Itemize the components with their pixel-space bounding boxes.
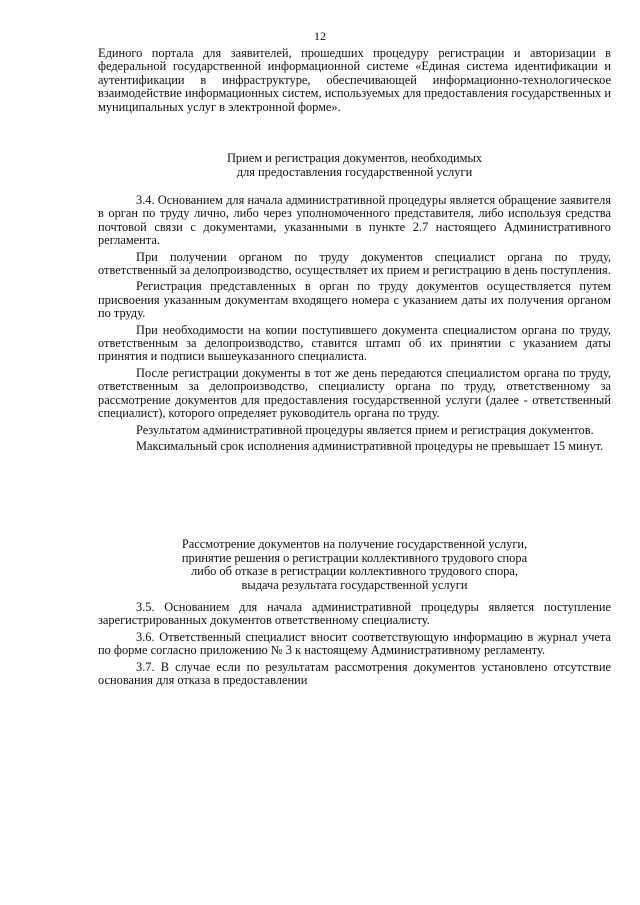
section-heading-reception (98, 152, 611, 179)
paragraph-transfer: После регистрации документы в тот же день передаются специалистом органа по труду, ответственным за делопроизводство, специалисту органа по труду, ответственному за рассмотрение документов для предоставления государственной услуги (далее - ответственный специалист), которого определяет руководитель органа по труду. (98, 365, 611, 421)
section-heading-line: для предоставления государственной услуги (236, 164, 473, 179)
section-heading-line: выдача результата государственной услуги (241, 577, 468, 592)
paragraph-3-6: 3.6. Ответственный специалист вносит соответствующую информацию в журнал учета по форме согласно приложению № 3 к настоящему Административному регламенту. (98, 629, 611, 658)
section-heading-line: Прием и регистрация документов, необходимых (226, 151, 483, 165)
paragraph-stamp: При необходимости на копии поступившего документа специалистом органа по труду, ответственным за делопроизводство, ставится штамп об их принятии с указанием даты принятия и подписи вышеуказанного специалиста. (98, 322, 611, 364)
section-heading-line: принятие решения о регистрации коллективного трудового спора (181, 550, 528, 565)
page-number: 12 (314, 29, 326, 43)
paragraph-registration: Регистрация представленных в орган по труду документов осуществляется путем присвоения указанным документам входящего номера с указанием даты их получения органом по труду. (98, 279, 611, 321)
paragraph-3-5: 3.5. Основанием для начала административной процедуры является поступление зарегистрированных документов ответственному специалисту. (98, 600, 611, 628)
section-heading-line: либо об отказе в регистрации коллективного трудового спора, (191, 564, 518, 579)
paragraph-3-4: 3.4. Основанием для начала административной процедуры является обращение заявителя в орган по труду лично, либо через уполномоченного представителя, либо используя средства почтовой связи с документами, указанными в пункте 2.7 настоящего Административного регламента. (98, 193, 611, 248)
section-reception-body (98, 194, 611, 453)
paragraph-max-time: Максимальный срок исполнения административной процедуры не превышает 15 минут. (136, 438, 604, 453)
paragraph-receipt: При получении органом по труду документов специалист органа по труду, ответственный за делопроизводство, осуществляет их прием и регистрацию в день поступления. (98, 249, 611, 278)
paragraph-result: Результатом административной процедуры является прием и регистрация документов. (136, 422, 594, 437)
section-heading-line: Рассмотрение документов на получение государственной услуги, (181, 537, 528, 551)
section-heading-review (98, 538, 611, 592)
section-review-body (98, 601, 611, 687)
intro-paragraph: Единого портала для заявителей, прошедших процедуру регистрации и авторизации в федеральной государственной информационной системе «Единая система идентификации и аутентификации в инфраструктуре, обеспечивающей информационно-технологическое взаимодействие информационных систем, используемых для предоставления государственных и муниципальных услуг в электронной форме». (98, 46, 611, 114)
paragraph-3-7: 3.7. В случае если по результатам рассмотрения документов установлено отсутствие основания для отказа в предоставлении (98, 659, 611, 688)
intro-paragraph-block (98, 47, 611, 114)
